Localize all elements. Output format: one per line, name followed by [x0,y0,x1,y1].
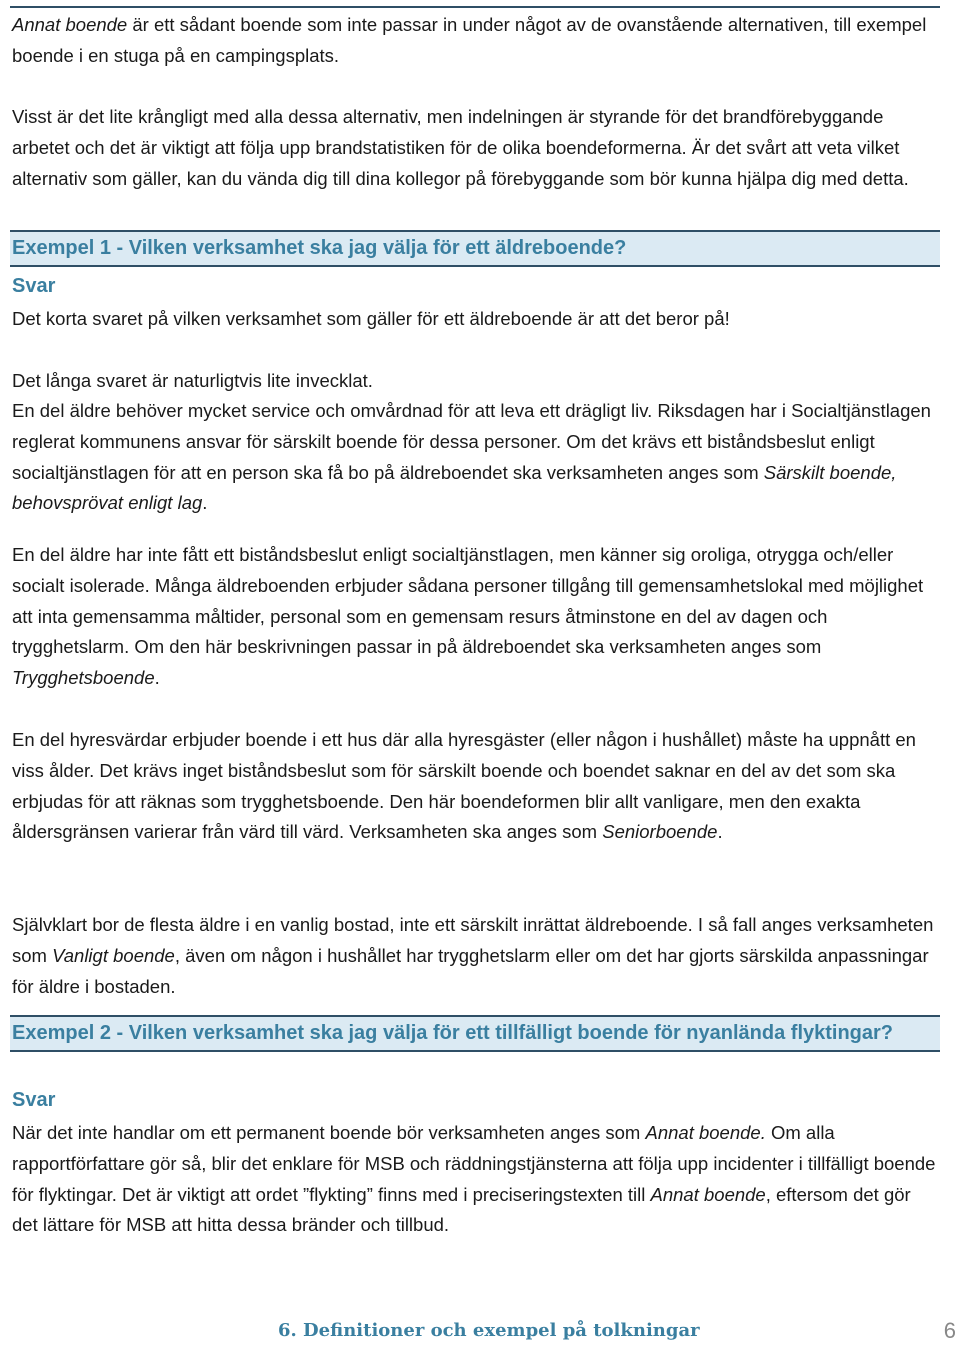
paragraph-annat-boende [10,10,940,72]
example1-paragraph-sarskilt [10,396,940,519]
term-trygghetsboende: Trygghetsboende [12,667,155,689]
term-annat-boende: Annat boende [12,14,128,35]
paragraph-text: . [202,492,208,514]
page-number: 6 [943,1318,956,1343]
top-rule [10,6,940,8]
paragraph-text: En del hyresvärdar erbjuder boende i ett hus där alla hyresgäster (eller någon i hushållet) måste ha uppnått en viss ålder. Det krävs inget biståndsbeslut som för särskilt boende och boendet saknar en del av det som ska erbjudas för att räknas som trygghetsboende. Den här boendeformen blir allt vanligare, men den exakta åldersgränsen varierar från värd till värd. Verksamheten ska anges som [12,729,916,843]
paragraph-text: Självklart bor de flesta äldre i en vanlig bostad, inte ett särskilt inrättat äldreboende. I så fall anges verksamheten som [12,914,934,966]
paragraph-text: En del äldre har inte fått ett biståndsbeslut enligt socialtjänstlagen, men känner sig oroliga, otrygga och/eller socialt isolerade. Många äldreboenden erbjuder sådana personer tillgång till gemensamhetslokal med möjlighet att inta gemensamma måltider, personal som en gemensam resurs åtminstone en del av dagen och trygghetslarm. Om den här beskrivningen passar in på äldreboendet ska verksamheten anges som [12,544,924,658]
footer-chapter-title: 6. Definitioner och exempel på tolkningar [278,1320,700,1341]
paragraph-text: Om alla rapportförfattare gör så, blir det enklare för MSB och räddningstjänsterna att följa upp incidenter i tillfälligt boende för flyktingar. Det är viktigt att ordet ”flykting” finns med i preciseringstexten till [12,1122,936,1205]
term-vanligt-boende: Vanligt boende [52,944,175,966]
paragraph-text: När det inte handlar om ett permanent boende bör verksamheten anges som [12,1122,646,1143]
example2-svar-label: Svar [12,1089,56,1111]
example1-paragraph-senior [10,725,940,848]
term-annat-boende: Annat boende. [645,1122,766,1143]
example1-short-answer [10,304,940,335]
paragraph-visst [10,102,940,194]
paragraph-text: är ett sådant boende som inte passar in under något av de ovanstående alternativen, till exempel boende i en stuga på en campingsplats. [12,14,927,66]
example1-long-intro [10,366,940,397]
paragraph-text: . [717,821,723,843]
example1-paragraph-vanligt [10,910,940,1002]
paragraph-text: , eftersom det gör det lättare för MSB att hitta dessa bränder och tillbud. [12,1183,911,1236]
paragraph-text: , även om någon i hushållet har trygghetslarm eller om det har gjorts särskilda anpassningar för äldre i bostaden. [12,944,929,997]
example1-paragraph-trygghet [10,540,940,694]
paragraph-text: Det långa svaret är naturligtvis lite invecklat. [12,370,373,391]
paragraph-text: Det korta svaret på vilken verksamhet som gäller för ett äldreboende är att det beror på! [12,308,730,329]
term-seniorboende: Seniorboende [602,821,718,843]
paragraph-text: En del äldre behöver mycket service och omvårdnad för att leva ett drägligt liv. Riksdagen har i Socialtjänstlagen reglerat kommunens ansvar för särskilt boende för dessa personer. Om det krävs ett biståndsbeslut enligt socialtjänstlagen för att en person ska få bo på äldreboendet ska verksamheten anges som [12,400,931,483]
term-sarskilt-boende: Särskilt boende, behovsprövat enligt lag [12,461,897,514]
paragraph-text: . [154,667,160,689]
term-annat-boende: Annat boende [650,1183,766,1205]
example2-paragraph [10,1118,940,1241]
example1-svar-label: Svar [12,275,56,297]
page-footer [0,1318,960,1348]
example1-heading: Exempel 1 - Vilken verksamhet ska jag välja för ett äldreboende? [10,230,940,267]
paragraph-text: Visst är det lite krångligt med alla dessa alternativ, men indelningen är styrande för det brandförebyggande arbetet och det är viktigt att följa upp brandstatistiken för de olika boendeformerna. Är det svårt att veta vilket alternativ som gäller, kan du vända dig till dina kollegor på förebyggande som bör kunna hjälpa dig med detta. [12,106,909,189]
example2-heading: Exempel 2 - Vilken verksamhet ska jag välja för ett tillfälligt boende för nyanlända flyktingar? [10,1015,940,1052]
